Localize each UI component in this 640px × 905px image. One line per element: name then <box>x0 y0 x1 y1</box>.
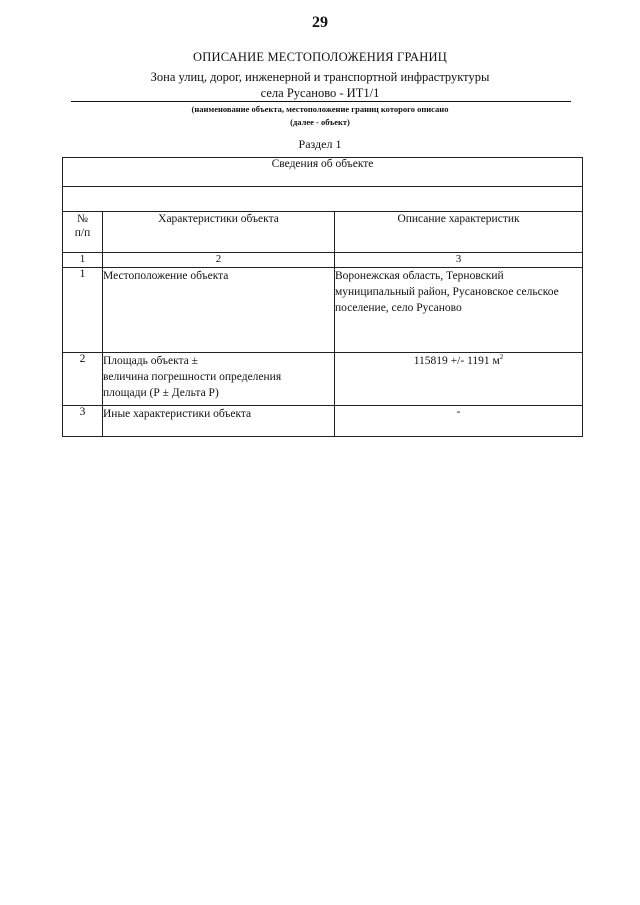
table-title: Сведения об объекте <box>63 158 583 187</box>
row-characteristic <box>103 353 335 406</box>
column-number-2: 2 <box>103 253 335 268</box>
row-characteristic-line-2: величина погрешности определения <box>103 371 282 383</box>
table-row <box>63 353 583 406</box>
row-characteristic: Иные характеристики объекта <box>103 406 335 437</box>
object-name <box>0 69 640 101</box>
row-number: 3 <box>63 406 103 437</box>
object-caption-line-2: (далее - объект) <box>290 117 350 127</box>
column-header-number: № п/п <box>63 212 103 253</box>
object-name-line-2: села Русаново - ИТ1/1 <box>260 86 380 100</box>
object-caption-line-1: (наименование объекта, местоположение границ которого описано <box>191 104 449 114</box>
table-title-row <box>63 158 583 187</box>
object-name-line-1: Зона улиц, дорог, инженерной и транспортной инфраструктуры <box>150 70 490 84</box>
row-number: 2 <box>63 353 103 406</box>
object-info-table <box>62 157 583 437</box>
table-row <box>63 406 583 437</box>
row-description <box>335 353 583 406</box>
table-column-numbers-row <box>63 253 583 268</box>
row-characteristic-line-1: Площадь объекта ± <box>103 355 198 367</box>
area-unit-exponent: 2 <box>499 353 504 361</box>
row-characteristic: Местоположение объекта <box>103 268 335 353</box>
object-name-underline <box>71 101 571 102</box>
row-number: 1 <box>63 268 103 353</box>
table-blank-row <box>63 187 583 212</box>
area-value: 115819 +/- 1191 м <box>413 354 500 367</box>
column-number-1: 1 <box>63 253 103 268</box>
page-number: 29 <box>312 14 328 31</box>
row-description: - <box>335 406 583 437</box>
table-row <box>63 268 583 353</box>
table-blank-cell <box>63 187 583 212</box>
table-header-row <box>63 212 583 253</box>
row-characteristic-line-3: площади (Р ± Дельта Р) <box>103 387 219 399</box>
column-header-characteristic: Характеристики объекта <box>103 212 335 253</box>
column-header-description: Описание характеристик <box>335 212 583 253</box>
object-caption <box>0 103 640 129</box>
section-label: Раздел 1 <box>298 137 342 151</box>
document-title: ОПИСАНИЕ МЕСТОПОЛОЖЕНИЯ ГРАНИЦ <box>193 50 447 64</box>
column-number-3: 3 <box>335 253 583 268</box>
row-description: Воронежская область, Терновский муниципальный район, Русановское сельское поселение, село Русаново <box>335 268 583 353</box>
